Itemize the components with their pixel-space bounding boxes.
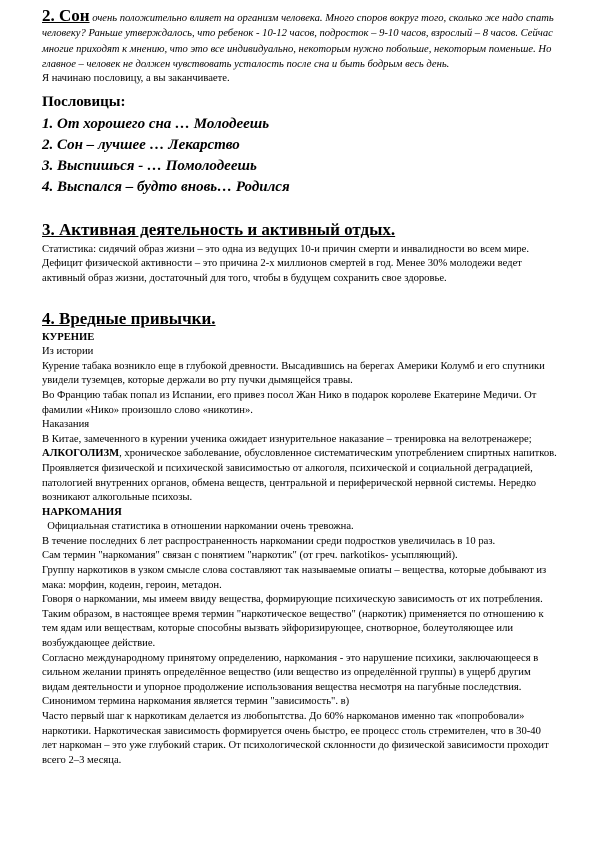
alcoholism-paragraph bbox=[42, 447, 557, 505]
drugs-heading: НАРКОМАНИЯ bbox=[42, 506, 122, 518]
smoking-heading: КУРЕНИЕ bbox=[42, 331, 95, 343]
drugs-paragraph: Группу наркотиков в узком смысле слова составляют так называемые опиаты – вещества, которые добывают из мака: морфин, кодеин, героин, метадон. bbox=[42, 565, 547, 591]
history-label: Из истории bbox=[42, 346, 94, 358]
section-4-title: 4. Вредные привычки. bbox=[42, 308, 216, 328]
alcoholism-text: , хроническое заболевание, обусловленное систематическим употреблением спиртных напитков. Проявляется физической и психической зависимостью от алкоголя, психической и социальной деградацией, патологией внутренних органов, обмена веществ, центральной и периферической нервной системы. Нередко возникают алкогольные психозы. bbox=[42, 448, 557, 504]
punishment-label: Наказания bbox=[42, 419, 90, 431]
proverb-item: 1. От хорошего сна … Молодеешь bbox=[42, 115, 270, 132]
section-2-intro bbox=[42, 8, 557, 72]
proverb-item: 4. Выспался – будто вновь… Родился bbox=[42, 178, 290, 195]
drugs-paragraph: Официальная статистика в отношении наркомании очень тревожна. bbox=[42, 521, 354, 533]
smoking-paragraph: Во Францию табак попал из Испании, его привез посол Жан Нико в подарок королеве Екатерине Медичи. От фамилии «Нико» произошло слово «никотин». bbox=[42, 389, 537, 416]
drugs-paragraph: В течение последних 6 лет распространенность наркомании среди подростков увеличилась в 10 раз. bbox=[42, 535, 496, 547]
section-2-intro-text: очень положительно влияет на организм человека. Много споров вокруг того, сколько же надо спать человеку? Раньше утверждалось, что ребенок - 10-12 часов, подросток – 9-10 часов, взрослый – 8 часов. Сейчас многие приходят к мнению, что это все индивидуально, некоторым нужно побольше, некоторым поменьше. Но главное – человек не должен чувствовать усталость после сна и быть бодрым весь день. bbox=[42, 13, 554, 70]
proverb-item: 2. Сон – лучшее … Лекарство bbox=[42, 136, 240, 153]
proverb-instruction: Я начинаю пословицу, а вы заканчиваете. bbox=[42, 73, 230, 85]
alcoholism-term: АЛКОГОЛИЗМ bbox=[42, 448, 120, 460]
smoking-paragraph: Курение табака возникло еще в глубокой древности. Высадившись на берегах Америки Колумб и его спутники увидели туземцев, которые держали во рту пучки дымящейся травы. bbox=[42, 360, 545, 387]
section-4 bbox=[42, 309, 557, 769]
drugs-paragraph: Часто первый шаг к наркотикам делается из любопытства. До 60% наркоманов именно так «попробовали» наркотики. Наркотическая зависимость формируется очень быстро, ее процесс столь стремителен, что в 30-40 лет наркоман – это уже глубокий старик. От психологической склонности до физической зависимости проходит всего 2–3 месяца. bbox=[42, 711, 549, 766]
document-page bbox=[42, 8, 557, 768]
drugs-paragraph: Говоря о наркомании, мы имеем ввиду вещества, формирующие психическую зависимость от их потребления. Таким образом, в настоящее время термин "наркотическое вещество" (наркотик) применяется по отношению к тем ядам или веществам, которые способны вызвать эйфоризирующее, снотворное, болеутоляющее или возбуждающее действие. bbox=[42, 594, 544, 650]
drugs-paragraph: Согласно международному принятому определению, наркомания - это нарушение психики, заключающееся в сильном желании принять определённое вещество (или вещество из определённой группы) в ущерб другим видам деятельности и упорное продолжение использования вещества несмотря на пагубные последствия. Синонимом термина наркомания является термин "зависимость". в) bbox=[42, 652, 539, 708]
section-3-title: 3. Активная деятельность и активный отдых. bbox=[42, 219, 396, 239]
punishment-text: В Китае, замеченного в курении ученика ожидает изнурительное наказание – тренировка на велотренажере; bbox=[42, 433, 532, 445]
section-3 bbox=[42, 220, 557, 287]
section-2-title: 2. Сон bbox=[42, 6, 90, 25]
drugs-paragraph: Сам термин "наркомания" связан с понятием "наркотик" (от греч. narkotikos- усыпляющий). bbox=[42, 550, 458, 562]
proverbs-heading: Пословицы: bbox=[42, 93, 126, 110]
proverb-item: 3. Выспишься - … Помолодеешь bbox=[42, 157, 257, 174]
section-3-text: Статистика: сидячий образ жизни – это одна из ведущих 10-и причин смерти и инвалидности во всем мире. Дефицит физической активности – это причина 2-х миллионов смертей в год. Менее 30% молодежи ведет активный образ жизни, достаточный для того, чтобы в будущем сохранить свое здоровье. bbox=[42, 243, 529, 284]
